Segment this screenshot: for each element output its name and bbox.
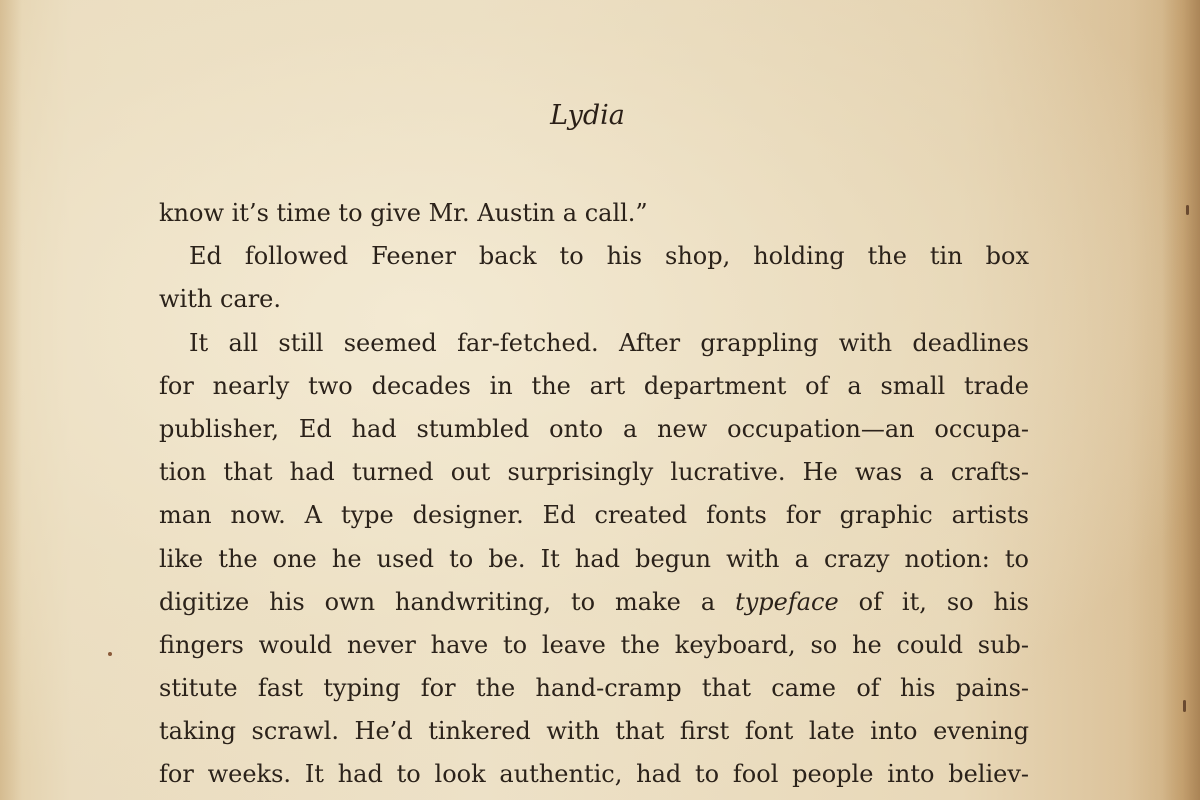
text-line: tion that had turned out surprisingly lucrative. He was a crafts-: [159, 458, 1029, 487]
paper-speck: [1186, 205, 1189, 215]
text-line: know it’s time to give Mr. Austin a call.”: [159, 199, 648, 227]
text-line: publisher, Ed had stumbled onto a new occupation—an occupa-: [159, 414, 1029, 443]
running-head: Lydia: [550, 100, 625, 131]
text-line: stitute fast typing for the hand-cramp that came of his pains-: [159, 674, 1029, 703]
text-line: for weeks. It had to look authentic, had to fool people into believ-: [159, 760, 1029, 789]
text-line: fingers would never have to leave the keyboard, so he could sub-: [159, 630, 1029, 659]
text-line: man now. A type designer. Ed created fonts for graphic artists: [159, 501, 1029, 530]
body-text: [159, 192, 1029, 797]
text-segment: digitize his own handwriting, to make a: [159, 587, 736, 616]
text-line: for nearly two decades in the art department of a small trade: [159, 371, 1029, 400]
text-line: It all still seemed far-fetched. After grappling with deadlines: [189, 328, 1029, 357]
text-line: like the one he used to be. It had begun with a crazy notion: to: [159, 544, 1029, 573]
paper-speck: [1183, 700, 1186, 712]
text-line: with care.: [159, 285, 282, 314]
italic-word: typeface: [735, 587, 839, 616]
text-line: [159, 581, 1029, 624]
text-line: Ed followed Feener back to his shop, holding the tin box: [189, 242, 1029, 271]
text-segment: of it, so his: [838, 587, 1029, 616]
text-line: taking scrawl. He’d tinkered with that first font late into evening: [159, 717, 1029, 746]
paper-speck: [108, 652, 112, 656]
